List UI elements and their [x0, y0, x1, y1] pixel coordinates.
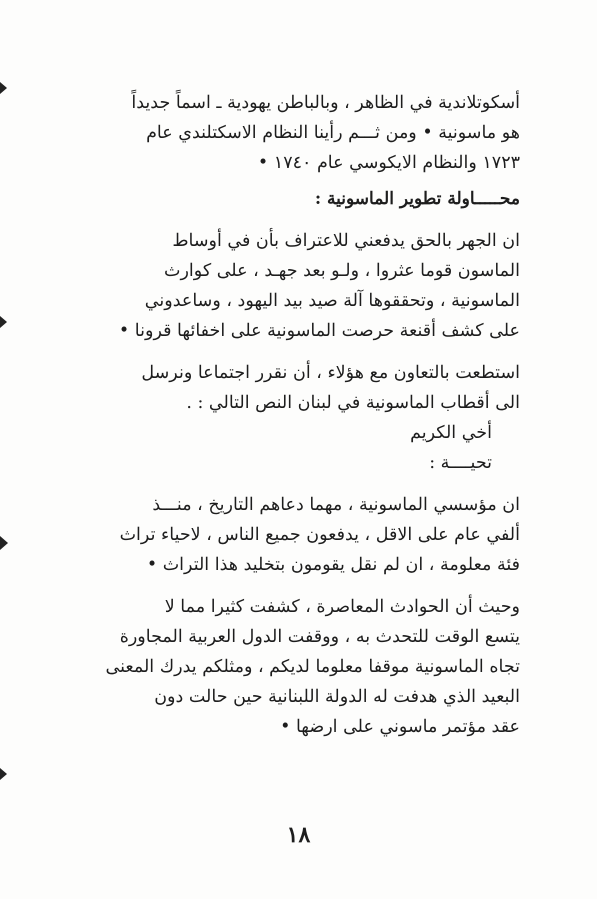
section-heading: محـــــاولة تطوير الماسونية :: [314, 189, 520, 209]
left-margin-mark-middle: [0, 316, 7, 328]
paragraph-line: استطعت بالتعاون مع هؤلاء ، أن نقرر اجتماعا ونرسل: [141, 363, 520, 383]
page-number: ١٨: [286, 822, 311, 848]
left-margin-mark-top: [0, 82, 7, 94]
paragraph-line: على كشف أقنعة حرصت الماسونية على اخفائها قرونا •: [118, 321, 520, 341]
page-body: [80, 88, 520, 742]
paragraph-line: البعيد الذي هدفت له الدولة اللبنانية حين حالت دون: [154, 687, 520, 707]
paragraph-line: الماسون قوما عثروا ، ولـو بعد جهـد ، على كوارث: [164, 261, 520, 281]
text-line: أسكوتلاندية في الظاهر ، وبالباطن يهودية ـ اسماً جديداً: [131, 93, 520, 113]
salutation-line: تحيــــة :: [429, 453, 492, 473]
paragraph-line: ألفي عام على الاقل ، يدفعون جميع الناس ، لاحياء تراث: [119, 525, 520, 545]
left-margin-mark-lower: [0, 536, 8, 550]
paragraph-line: تجاه الماسونية موقفا معلوما لديكم ، ومثلكم يدرك المعنى: [105, 657, 520, 677]
paragraph-line: وحيث أن الحوادث المعاصرة ، كشفت كثيرا مما لا: [164, 597, 520, 617]
paragraph-line: ان الجهر بالحق يدفعني للاعتراف بأن في أوساط: [172, 231, 520, 251]
left-margin-mark-bottom: [0, 768, 7, 780]
greeting-line: أخي الكريم: [410, 423, 492, 443]
paragraph-line: فئة معلومة ، ان لم نقل يقومون بتخليد هذا التراث •: [146, 555, 520, 575]
paragraph-line: ان مؤسسي الماسونية ، مهما دعاهم التاريخ ، منـــذ: [152, 495, 520, 515]
text-line: ١٧٢٣ والنظام الايكوسي عام ١٧٤٠ •: [257, 153, 520, 173]
paragraph-line: الى أقطاب الماسونية في لبنان النص التالي : .: [186, 393, 520, 413]
paragraph-line: الماسونية ، وتحققوها آلة صيد بيد اليهود ، وساعدوني: [144, 291, 520, 311]
text-line: هو ماسونية • ومن ثـــم رأينا النظام الاسكتلندي عام: [146, 123, 520, 143]
paragraph-line: عقد مؤتمر ماسوني على ارضها •: [280, 717, 520, 737]
paragraph-line: يتسع الوقت للتحدث به ، ووقفت الدول العربية المجاورة: [119, 627, 520, 647]
